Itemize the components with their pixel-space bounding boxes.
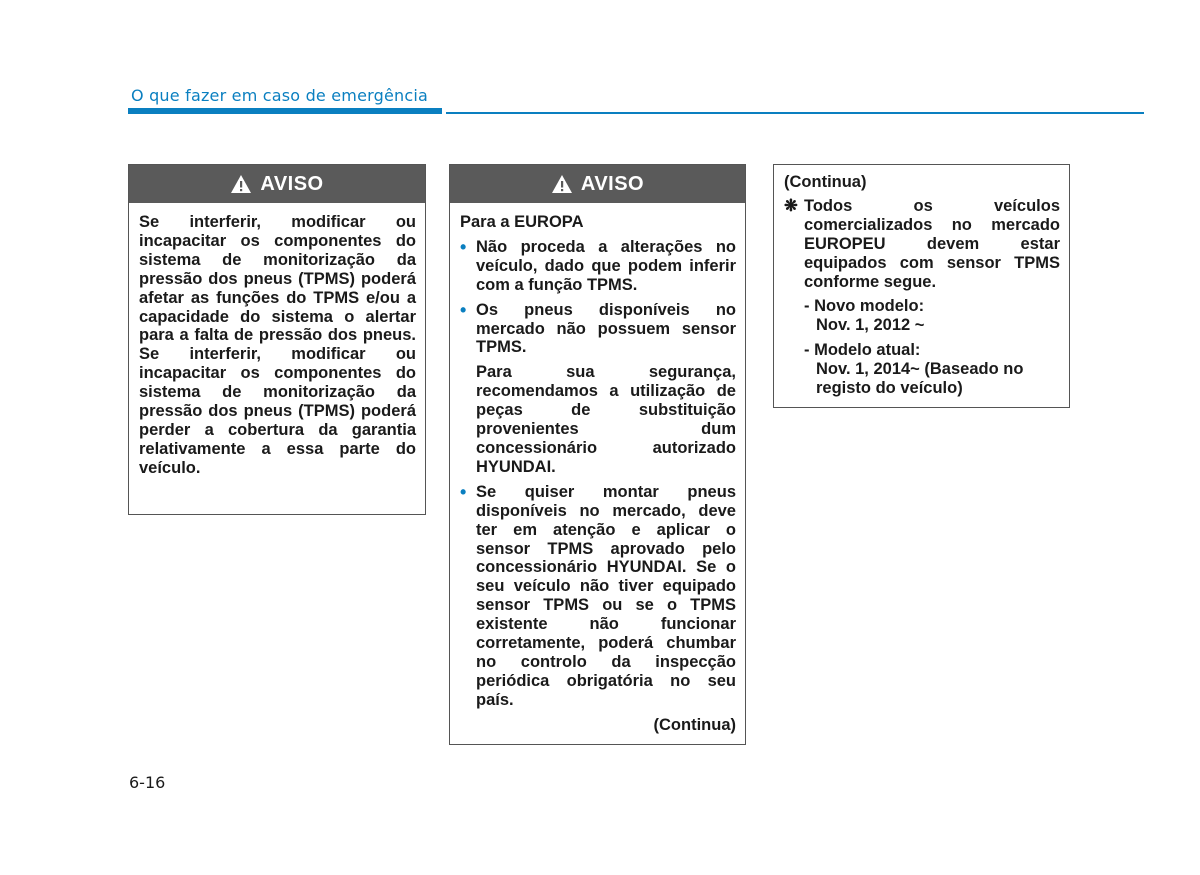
model-date: Nov. 1, 2014~ (Baseado no registo do veículo) [816,360,1024,398]
continued-label: (Continua) [784,173,867,191]
region-label: Para a EUROPA [460,213,584,231]
list-item [460,238,736,295]
warning-title: AVISO [580,172,645,195]
list-item-text: Não proceda a alterações no veículo, dado que podem inferir com a função TPMS. [476,237,736,294]
list-item [460,301,736,358]
continuation-body [774,165,1069,408]
model-date: Nov. 1, 2012 ~ [816,316,925,335]
continued-label: (Continua) [653,715,736,734]
warning-triangle-icon [551,174,573,194]
note-text: Todos os veículos comercializados no mercado EUROPEU devem estar equipados com sensor TPMS conforme segue. [804,196,1060,291]
asterisk-mark-icon: ❋ [784,196,798,215]
warning-box-2 [449,164,746,745]
warning-text: Se interferir, modificar ou incapacitar os componentes do sistema de monitorização da pressão dos pneus (TPMS) poderá afetar as funções do TPMS e/ou a capacidade do sistema o alertar para a falta de pressão dos pneus. Se interferir, modificar ou incapacitar os componentes do sistema de monitorização da pressão dos pneus (TPMS) poderá perder a cobertura da garantia relativamente a essa parte do veículo. [139,213,416,477]
bullet-icon: • [460,299,467,320]
warning-box-1 [128,164,426,515]
warning-body [450,203,745,745]
list-item-text: Se quiser montar pneus disponíveis no mercado, deve ter em atenção e aplicar o sensor TPMS aprovado pelo concessionário HYUNDAI. Se o seu veículo não tiver equipado sensor TPMS ou se o TPMS existente não funcionar corretamente, poderá chumbar no controlo da inspecção periódica obrigatória no seu país. [476,482,736,709]
bullet-icon: • [460,236,467,257]
page-number: 6-16 [129,773,166,792]
list-item [804,297,1060,335]
list-item-text: Os pneus disponíveis no mercado não possuem sensor TPMS. [476,300,736,357]
list-item [804,341,1060,398]
list-item [460,483,736,710]
header-rule-thin [446,112,1144,114]
header-rule-thick [128,108,442,114]
continuation-box [773,164,1070,408]
note-item [784,197,1060,292]
bullet-icon: • [460,481,467,502]
warning-triangle-icon [230,174,252,194]
warning-header [129,165,425,203]
warning-body [129,203,425,488]
section-title: O que fazer em caso de emergência [131,86,429,105]
list-item-note: Para sua segurança, recomendamos a utilização de peças de substituição provenientes dum concessionário autorizado HYUNDAI. [476,363,736,476]
warning-header [450,165,745,203]
model-label: - Modelo atual: [804,341,921,360]
warning-title: AVISO [260,172,324,195]
model-label: - Novo modelo: [804,297,925,316]
